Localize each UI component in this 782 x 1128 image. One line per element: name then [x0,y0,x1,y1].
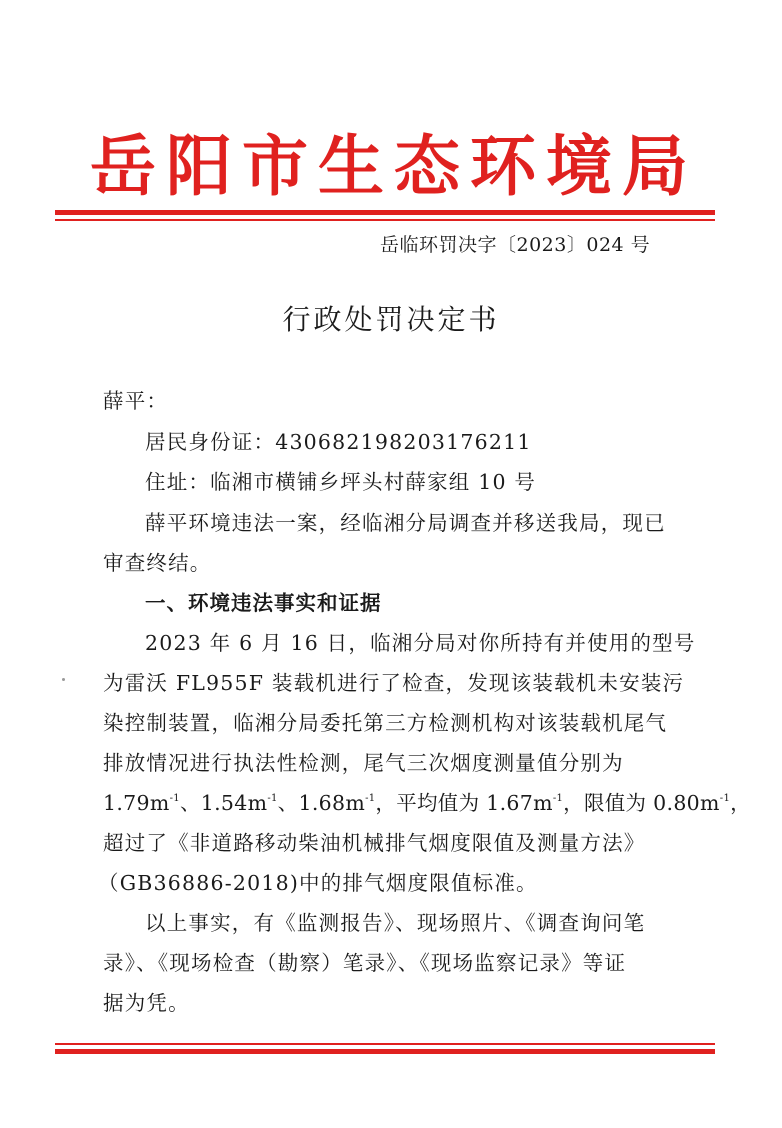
facts-line-1: 2023 年 6 月 16 日，临湘分局对你所持有并使用的型号 [145,631,696,655]
evidence-line-3: 据为凭。 [103,991,190,1015]
footer-rule-thin [55,1043,715,1045]
evidence-line-1: 以上事实，有《监测报告》、现场照片、《调查询问笔 [145,911,646,935]
line-end: ， [730,791,751,815]
party-address: 住址：临湘市横铺乡坪头村薛家组 10 号 [145,470,537,494]
measurement-2: 、1.54m [179,791,268,815]
footer-rule-thick [55,1049,715,1054]
facts-line-2: 为雷沃 FL955F 装载机进行了检查，发现该装载机未安装污 [103,671,685,695]
scan-speck [62,678,65,681]
evidence-line-2: 录》、《现场检查（勘察）笔录》、《现场监察记录》等证 [103,951,627,975]
party-id: 居民身份证：430682198203176211 [145,430,532,454]
average-value: ，平均值为 1.67m [375,791,553,815]
limit-value: ，限值为 0.80m [563,791,720,815]
agency-title: 岳阳市生态环境局 [90,128,698,205]
facts-line-6: 超过了《非道路移动柴油机械排气烟度限值及测量方法》 [103,831,646,855]
measurement-1: 1.79m [103,791,170,815]
unit-exponent: -1 [552,793,564,804]
section-heading: 一、环境违法事实和证据 [145,591,382,615]
intro-line-1: 薛平环境违法一案，经临湘分局调查并移送我局，现已 [145,511,666,535]
party-name: 薛平： [103,389,169,413]
document-number: 岳临环罚决字〔2023〕024 号 [380,234,651,256]
measurement-3: 、1.68m [277,791,366,815]
unit-exponent: -1 [169,793,180,804]
unit-exponent: -1 [719,793,731,804]
header-rule-thick [55,210,715,215]
unit-exponent: -1 [365,793,376,804]
facts-line-5 [103,786,751,816]
intro-line-2: 审查终结。 [103,551,212,575]
header-rule-thin [55,219,715,221]
facts-line-4: 排放情况进行执法性检测，尾气三次烟度测量值分别为 [103,751,624,775]
document-title: 行政处罚决定书 [282,303,500,336]
facts-line-3: 染控制装置，临湘分局委托第三方检测机构对该装载机尾气 [103,711,668,735]
facts-line-7: （GB36886-2018)中的排气烟度限值标准。 [98,871,538,895]
unit-exponent: -1 [267,793,278,804]
